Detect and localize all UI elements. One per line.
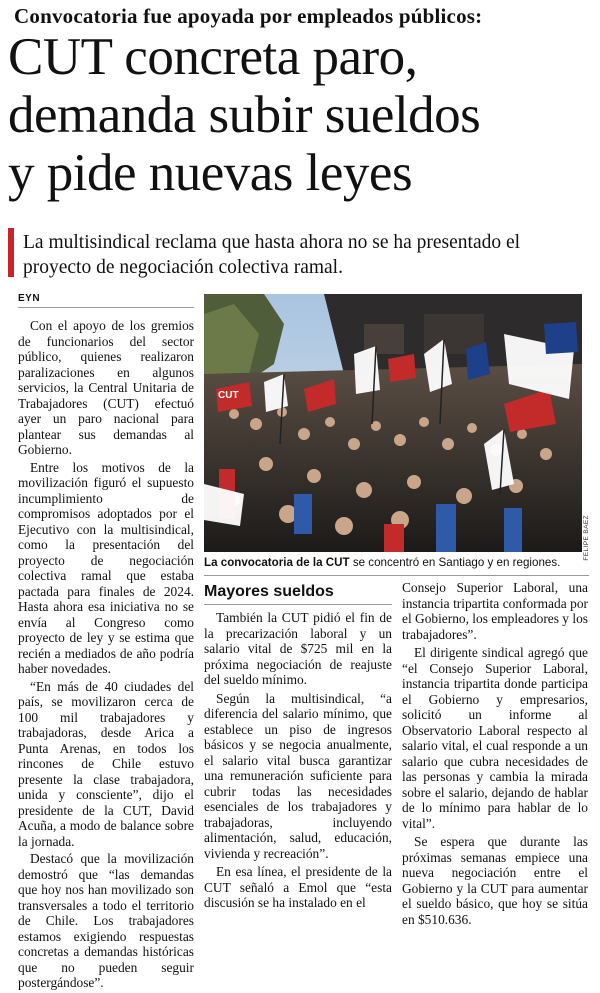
caption-bold: La convocatoria de la CUT bbox=[204, 556, 350, 569]
deck-accent-bar bbox=[8, 228, 14, 277]
protest-photo bbox=[204, 294, 582, 552]
kicker: Convocatoria fue apoyada por empleados públicos: bbox=[14, 4, 483, 28]
protest-photo-illustration bbox=[204, 294, 582, 552]
photo-credit: FELIPE BAEZ bbox=[583, 515, 590, 561]
paragraph: Se espera que durante las próximas semanas empiece una nueva negociación entre el Gobierno y la CUT para aumentar el sueldo básico, que hoy se sitúa en $510.636. bbox=[402, 834, 588, 927]
headline-line-3: y pide nuevas leyes bbox=[8, 144, 413, 202]
deck-block bbox=[0, 224, 600, 284]
paragraph: También la CUT pidió el fin de la precarización laboral y un salario vital de $725 mil en la próxima negociación de reajuste del sueldo mínimo. bbox=[204, 610, 392, 687]
byline-divider bbox=[18, 307, 194, 308]
column-1 bbox=[18, 318, 194, 993]
caption-rest: se concentró en Santiago y en regiones. bbox=[349, 556, 561, 569]
paragraph: Según la multisindical, “a diferencia del salario mínimo, que establece un piso de ingresos básicos y se negocia anualmente, el salario vital busca garantizar una remuneración suficiente para cubrir todas las necesidades esenciales de los trabajadores y trabajadoras, incluyendo alimentación, salud, educación, vivienda y recreación”. bbox=[204, 690, 392, 861]
photo-sign-text: CUT bbox=[218, 390, 239, 401]
paragraph: Con el apoyo de los gremios de funcionarios del sector público, quienes realizaron paralizaciones en algunos servicios, la Central Unitaria de Trabajadores (CUT) efectuó ayer un paro nacional para plantear sus demandas al Gobierno. bbox=[18, 318, 194, 457]
column-2 bbox=[204, 610, 392, 914]
headline-line-2: demanda subir sueldos bbox=[8, 86, 481, 144]
headline bbox=[8, 28, 593, 202]
byline: EYN bbox=[18, 293, 41, 304]
photo-caption bbox=[204, 556, 589, 569]
subhead: Mayores sueldos bbox=[204, 583, 334, 600]
caption-divider bbox=[204, 575, 589, 576]
paragraph: El dirigente sindical agregó que “el Consejo Superior Laboral, instancia tripartita donde participa el Gobierno y empresarios, solicitó un informe al Observatorio Laboral respecto al salario vital, el cual responde a un salario que cubra necesidades de las personas y cambia la mirada sobre el salario, dejando de hablar de lo mínimo para hablar de lo vital”. bbox=[402, 645, 588, 831]
paragraph: Consejo Superior Laboral, una instancia tripartita conformada por el Gobierno, los empleadores y los trabajadores”. bbox=[402, 580, 588, 642]
subhead-divider bbox=[204, 604, 392, 605]
paragraph: Destacó que la movilización demostró que “las demandas que hoy nos han movilizado son transversales a todo el territorio de Chile. Los trabajadores estamos exigiendo respuestas concretas a demandas históricas que no pueden seguir postergándose”. bbox=[18, 851, 194, 990]
column-3 bbox=[402, 580, 588, 930]
headline-line-1: CUT concreta paro, bbox=[8, 28, 418, 86]
deck: La multisindical reclama que hasta ahora no se ha presentado el proyecto de negociación colectiva ramal. bbox=[23, 232, 521, 278]
paragraph: En esa línea, el presidente de la CUT señaló a Emol que “esta discusión se ha instalado en el bbox=[204, 864, 392, 910]
paragraph: Entre los motivos de la movilización figuró el supuesto incumplimiento de compromisos adoptados por el Ejecutivo con la multisindical, como la presentación del proyecto de negociación colectiva ramal que estaba pactada para finales de 2024. Hasta ahora esa iniciativa no se envía al Congreso como proyecto de ley y se estima que recién a mediados de año podría haber novedades. bbox=[18, 459, 194, 676]
paragraph: “En más de 40 ciudades del país, se movilizaron cerca de 100 mil trabajadores y trabajadoras, desde Arica a Punta Arenas, en todos los rincones de Chile estuvo presente la clase trabajadora, unida y consciente”, dijo el presidente de la CUT, David Acuña, a modo de balance sobre la jornada. bbox=[18, 678, 194, 849]
